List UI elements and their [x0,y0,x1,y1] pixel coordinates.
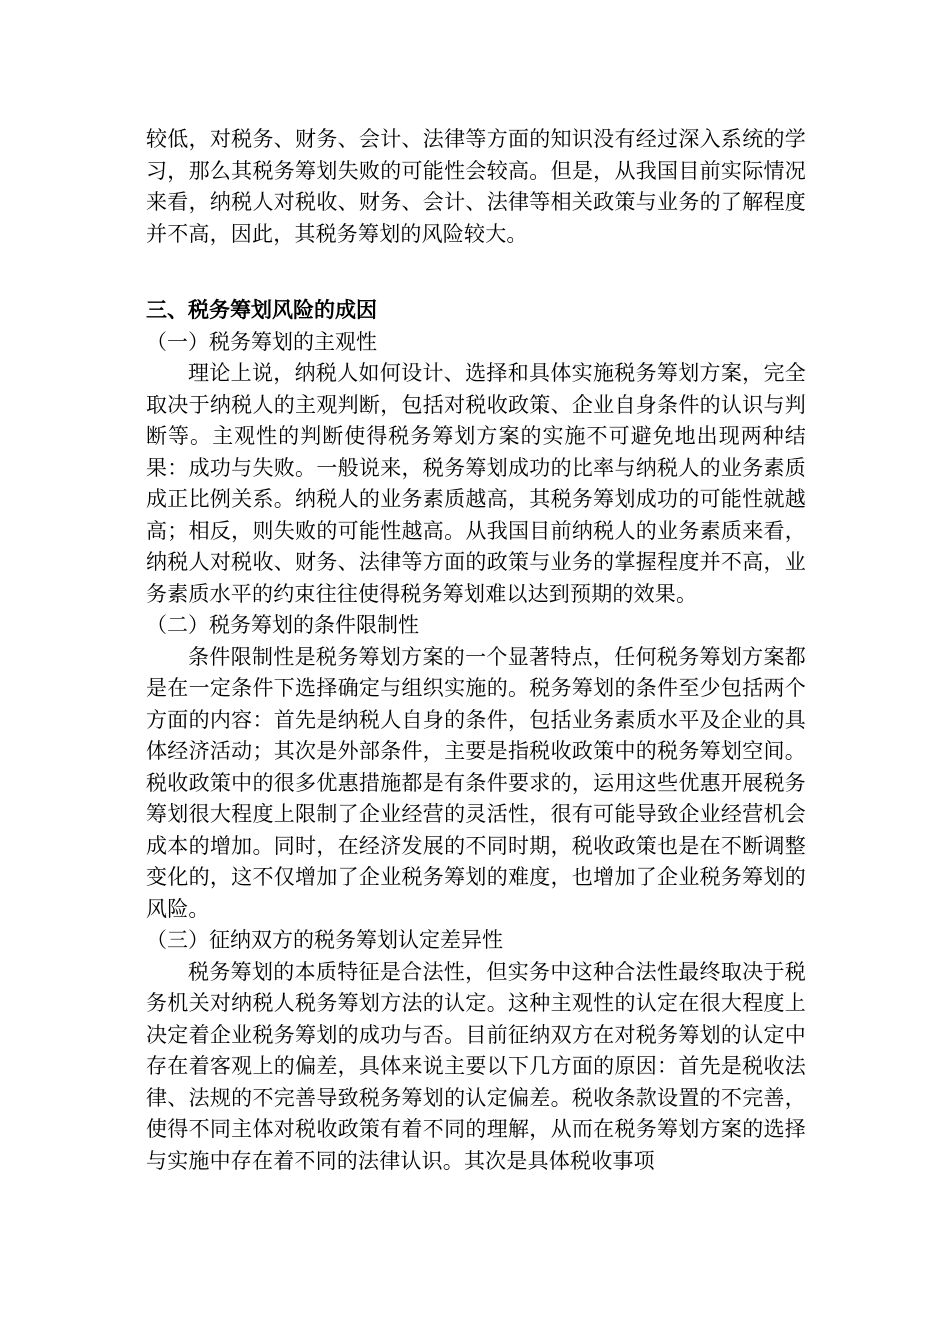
subsection-body: 理论上说，纳税人如何设计、选择和具体实施税务筹划方案，完全取决于纳税人的主观判断，包括对税收政策、企业自身条件的认识与判断等。主观性的判断使得税务筹划方案的实施不可避免地出现两种结果：成功与失败。一般说来，税务筹划成功的比率与纳税人的业务素质成正比例关系。纳税人的业务素质越高，其税务筹划成功的可能性就越高；相反，则失败的可能性越高。从我国目前纳税人的业务素质来看，纳税人对税收、财务、法律等方面的政策与业务的掌握程度并不高，业务素质水平的约束往往使得税务筹划难以达到预期的效果。 [146,361,806,606]
subsection-1 [146,327,806,611]
section-gap [146,250,806,295]
section-heading: 三、税务筹划风险的成因 [146,298,377,322]
subsection-title: （三）征纳双方的税务筹划认定差异性 [146,928,503,952]
subsection-body: 条件限制性是税务筹划方案的一个显著特点，任何税务筹划方案都是在一定条件下选择确定与组织实施的。税务筹划的条件至少包括两个方面的内容：首先是纳税人自身的条件，包括业务素质水平及企业的具体经济活动；其次是外部条件，主要是指税收政策中的税务筹划空间。税收政策中的很多优惠措施都是有条件要求的，运用这些优惠开展税务筹划很大程度上限制了企业经营的灵活性，很有可能导致企业经营机会成本的增加。同时，在经济发展的不同时期，税收政策也是在不断调整变化的，这不仅增加了企业税务筹划的难度，也增加了企业税务筹划的风险。 [146,644,806,921]
subsection-title: （二）税务筹划的条件限制性 [146,613,419,637]
intro-paragraph: 较低，对税务、财务、会计、法律等方面的知识没有经过深入系统的学习，那么其税务筹划失败的可能性会较高。但是，从我国目前实际情况来看，纳税人对税收、财务、会计、法律等相关政策与业务的了解程度并不高，因此，其税务筹划的风险较大。 [146,127,806,246]
subsection-2 [146,610,806,925]
subsection-3 [146,925,806,1177]
subsection-body: 税务筹划的本质特征是合法性，但实务中这种合法性最终取决于税务机关对纳税人税务筹划方法的认定。这种主观性的认定在很大程度上决定着企业税务筹划的成功与否。目前征纳双方在对税务筹划的认定中存在着客观上的偏差，具体来说主要以下几方面的原因：首先是税收法律、法规的不完善导致税务筹划的认定偏差。税收条款设置的不完善，使得不同主体对税收政策有着不同的理解，从而在税务筹划方案的选择与实施中存在着不同的法律认识。其次是具体税收事项 [146,959,806,1173]
document-page [146,124,806,1177]
subsection-title: （一）税务筹划的主观性 [146,329,377,354]
